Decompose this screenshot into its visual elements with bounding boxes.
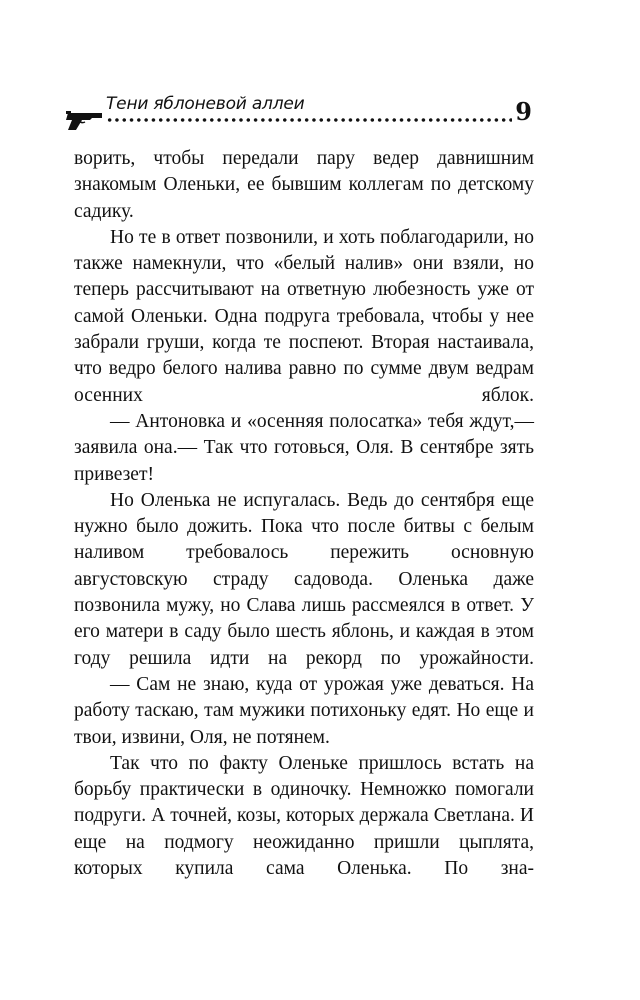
revolver-icon [62, 110, 104, 130]
body-text [74, 146, 534, 882]
paragraph-4: Но Оленька не испугалась. Ведь до сентября еще нужно было дожить. Пока что после битвы с белым наливом требовалось пережить основную августовскую страду садовода. Оленька даже позвонила мужу, но Слава лишь рассмеялся в ответ. У его матери в саду было шесть яблонь, и каждая в этом году решила идти на рекорд по урожайности. [74, 489, 534, 669]
page-number: 9 [515, 97, 532, 126]
paragraph-2: Но те в ответ позвонили, и хоть поблагодарили, но также намекнули, что «белый налив» они взяли, но теперь рассчитывают на ответную любезность уже от самой Оленьки. Одна подруга требовала, чтобы у нее забрали груши, когда те поспеют. Вторая настаивала, что ведро белого налива равно по сумме двум ведрам осенних яблок. [74, 226, 534, 406]
paragraph-1: ворить, чтобы передали пару ведер давнишним знакомым Оленьки, ее бывшим коллегам по детскому садику. [74, 148, 534, 222]
paragraph-3: — Антоновка и «осенняя полосатка» тебя ждут,— заявила она.— Так что готовься, Оля. В сентябре зять привезет! [74, 410, 534, 485]
header-dotted-rule [106, 117, 512, 123]
paragraph-5: — Сам не знаю, куда от урожая уже деваться. На работу таскаю, там мужики потихоньку едят. Но еще и твои, извини, Оля, не потянем. [74, 673, 534, 748]
paragraph-6: Так что по факту Оленьке пришлось встать на борьбу практически в одиночку. Немножко помогали подруги. А точней, козы, которых держала Светлана. И еще на подмогу неожиданно пришли цыплята, которых купила сама Оленька. По зна- [74, 752, 534, 880]
running-header-title: Тени яблоневой аллеи [106, 94, 305, 114]
running-header [62, 90, 532, 130]
